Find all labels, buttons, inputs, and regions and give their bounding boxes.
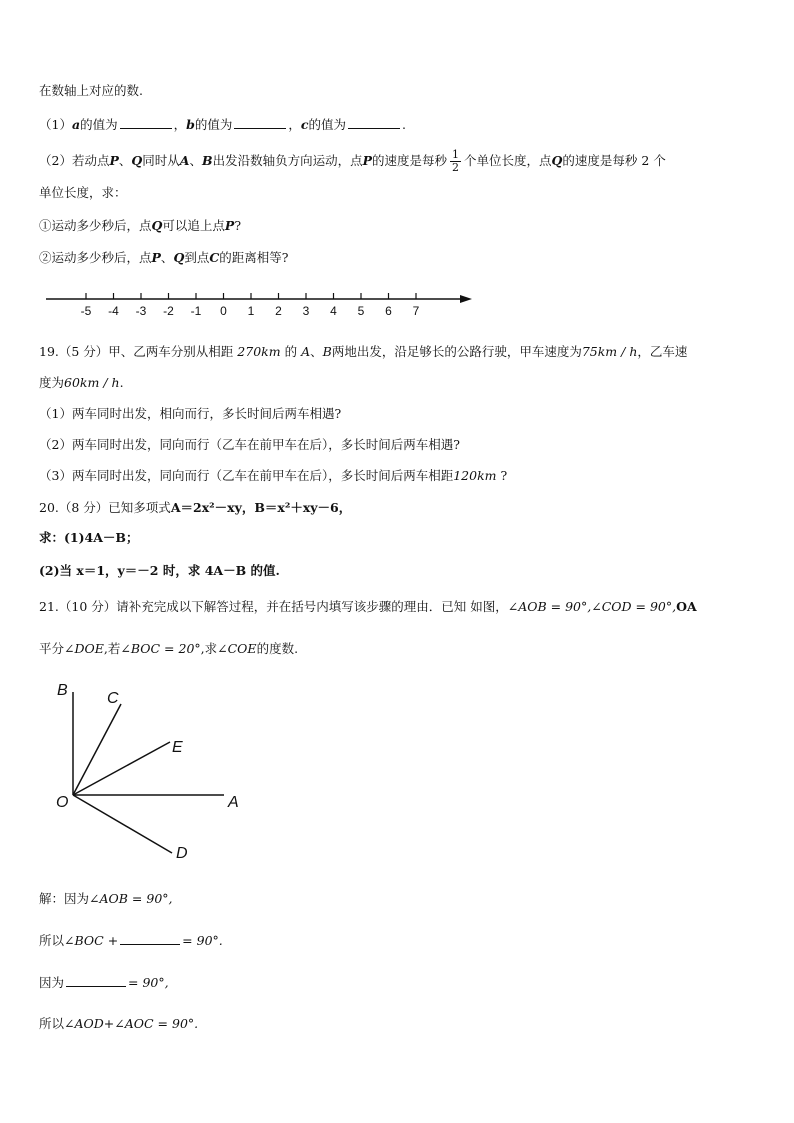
- number-line-label: 5: [357, 304, 365, 318]
- sol1-text: 解：因为: [39, 891, 90, 906]
- number-line-label: 6: [385, 304, 392, 318]
- q21-line1: [39, 599, 697, 615]
- ray-OD: [73, 795, 172, 853]
- sep: 、: [160, 250, 174, 265]
- number-line-label: 0: [220, 304, 227, 318]
- angle-COE: ∠COE: [217, 641, 257, 656]
- label-A: A: [228, 794, 239, 811]
- label-E: E: [172, 739, 183, 756]
- q18-part2-text-c: 出发沿数轴负方向运动，点: [212, 153, 363, 168]
- label-C: C: [107, 690, 119, 707]
- q21-line2-d: 的度数.: [256, 641, 299, 656]
- point-Q: Q: [131, 153, 143, 168]
- point-P: P: [109, 153, 119, 168]
- number-line: [0, 285, 794, 325]
- fraction-numerator: 1: [452, 148, 460, 161]
- q21-solution-3: [39, 974, 169, 991]
- point-P: P: [151, 250, 161, 265]
- q21-ray-OA: OA: [676, 599, 697, 614]
- sol4-math: ∠AOD+∠AOC = 90°.: [64, 1016, 199, 1031]
- point-Q: Q: [551, 153, 563, 168]
- q21-solution-2: [39, 932, 223, 949]
- fraction-denominator: 2: [452, 161, 460, 174]
- number-line-label: 4: [330, 304, 337, 318]
- q19-speed1: 75km / h: [581, 344, 638, 359]
- sub2-text-c: 的距离相等?: [219, 250, 289, 265]
- q18-part1: [39, 116, 406, 133]
- q19-line2-b: .: [119, 375, 124, 390]
- q21-solution-4: [39, 1016, 198, 1032]
- q19-sub2: （2）两车同时出发，同向而行（乙车在前甲车在后），多长时间后两车相遇?: [39, 437, 460, 452]
- point-P: P: [362, 153, 372, 168]
- q20-line1: [39, 500, 351, 516]
- q18-part2-text-d: 的速度是每秒: [372, 153, 448, 168]
- point-C: C: [209, 250, 220, 265]
- var-c: c: [300, 117, 309, 132]
- q19-sub3: [39, 468, 507, 484]
- point-B: B: [322, 344, 332, 359]
- answer-blank-c[interactable]: [348, 116, 400, 129]
- sol1-math: ∠AOB = 90°,: [89, 891, 173, 906]
- sep: 、: [118, 153, 132, 168]
- point-Q: Q: [151, 218, 163, 233]
- q21-line2-b: ,若: [103, 641, 121, 656]
- point-P: P: [224, 218, 235, 233]
- q20-sub2: (2)当 x＝1，y＝－2 时，求 4A－B 的值.: [39, 563, 280, 578]
- q19-line2: [39, 375, 124, 391]
- q19-head: 19.（5 分）甲、乙两车分别从相距: [39, 344, 234, 359]
- q18-sub2: [39, 250, 289, 266]
- fraction-one-half: [450, 149, 461, 174]
- label-D: D: [176, 845, 188, 862]
- sol3-math: = 90°,: [128, 975, 169, 990]
- q19-sub3-distance: 120km: [453, 468, 497, 483]
- number-line-label: -5: [80, 304, 92, 318]
- number-line-label: 1: [247, 304, 255, 318]
- q19-distance: 270km: [237, 344, 281, 359]
- point-A: A: [301, 344, 311, 359]
- sep: 、: [189, 153, 202, 168]
- answer-blank-a[interactable]: [120, 116, 172, 129]
- q21-line2-c: ,求: [200, 641, 218, 656]
- q18-part1-text1: 的值为: [80, 117, 118, 132]
- sub1-text-b: 可以追上点: [162, 218, 225, 233]
- q19-line2-a: 度为: [39, 375, 65, 390]
- sol2-math: ∠BOC +: [64, 933, 119, 948]
- point-B: B: [202, 153, 213, 168]
- sol2-math-b: = 90°.: [182, 933, 223, 948]
- q19-sub3-b: ?: [500, 468, 508, 483]
- q21-line2-a: 平分: [39, 641, 65, 656]
- q19-line1: [39, 344, 687, 360]
- sub1-text-c: ?: [234, 218, 242, 233]
- number-line-label: -1: [190, 304, 202, 318]
- q19-text1: 的: [284, 344, 298, 359]
- angle-figure: [48, 675, 268, 875]
- q18-part2-text-a: （2）若动点: [39, 153, 110, 168]
- q18-part2-text-e: 个单位长度，点: [464, 153, 552, 168]
- number-line-label: 3: [302, 304, 310, 318]
- var-a: a: [71, 117, 81, 132]
- q18-part2-line1: [39, 149, 666, 174]
- q21-solution-1: [39, 891, 173, 907]
- q18-part2-line2: 单位长度，求：: [39, 185, 127, 200]
- label-O: O: [56, 794, 69, 811]
- angle-BOC: ∠BOC = 20°: [120, 641, 201, 656]
- q21-head: 21.（10 分）请补充完成以下解答过程，并在括号内填写该步骤的理由．已知 如图，: [39, 599, 508, 614]
- number-line-label: -2: [163, 304, 174, 318]
- q18-part2-text-b: 同时从: [142, 153, 180, 168]
- sep: 、: [310, 344, 323, 359]
- q18-intro: 在数轴上对应的数.: [39, 83, 143, 98]
- sol2-text: 所以: [39, 933, 65, 948]
- q18-part1-lead: （1）: [39, 117, 72, 132]
- q18-part1-sep1: ，: [173, 117, 187, 132]
- sol4-text: 所以: [39, 1016, 65, 1031]
- q18-sub1: [39, 218, 241, 234]
- number-line-label: -4: [108, 304, 119, 318]
- var-b: b: [186, 117, 195, 132]
- answer-blank-b[interactable]: [234, 116, 286, 129]
- q20-polynomials: A＝2x²－xy，B＝x²＋xy－6，: [170, 500, 352, 515]
- angle-DOE: ∠DOE: [64, 641, 104, 656]
- q20-sub1: 求：(1)4A－B；: [39, 530, 139, 545]
- q19-sub3-a: （3）两车同时出发，同向而行（乙车在前甲车在后），多长时间后两车相距: [39, 468, 454, 483]
- label-B: B: [57, 682, 68, 699]
- q19-sub1: （1）两车同时出发，相向而行，多长时间后两车相遇?: [39, 406, 342, 421]
- number-line-arrow: [460, 295, 472, 303]
- q21-given: ∠AOB = 90°,∠COD = 90°,: [507, 599, 677, 614]
- q18-part1-end: .: [402, 117, 406, 132]
- q18-part1-text2: 的值为: [194, 117, 233, 132]
- q21-line2: [39, 641, 298, 657]
- number-line-label: -3: [135, 304, 147, 318]
- answer-blank-sol2[interactable]: [120, 932, 180, 945]
- sub1-text-a: ①运动多少秒后，点: [39, 218, 152, 233]
- number-line-label: 7: [412, 304, 420, 318]
- q18-part2-text-f: 的速度是每秒 2 个: [562, 153, 666, 168]
- q18-part1-text3: 的值为: [308, 117, 347, 132]
- q19-speed2: 60km / h: [64, 375, 120, 390]
- sub2-text-a: ②运动多少秒后，点: [39, 250, 152, 265]
- q18-part1-sep2: ，: [288, 117, 301, 132]
- point-A: A: [179, 153, 190, 168]
- sol3-text: 因为: [39, 975, 65, 990]
- point-Q: Q: [173, 250, 185, 265]
- sub2-text-b: 到点: [184, 250, 210, 265]
- q20-head: 20.（8 分）已知多项式: [39, 500, 171, 515]
- q19-text2: 两地出发，沿足够长的公路行驶，甲车速度为: [331, 344, 582, 359]
- answer-blank-sol3[interactable]: [66, 974, 126, 987]
- number-line-label: 2: [275, 304, 282, 318]
- q19-text3: ，乙车速: [637, 344, 688, 359]
